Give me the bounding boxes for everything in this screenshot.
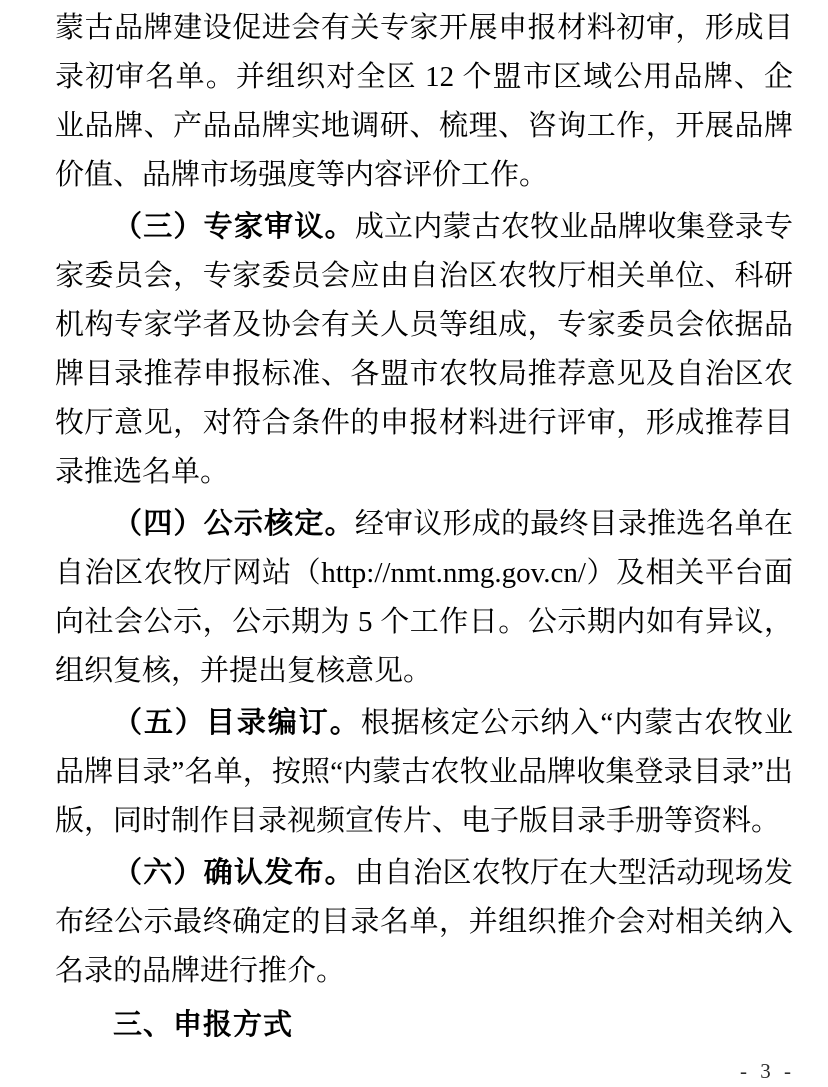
paragraph-text: 成立内蒙古农牧业品牌收集登录专家委员会，专家委员会应由自治区农牧厅相关单位、科研机构专家学者及协会有关人员等组成，专家委员会依据品牌目录推荐申报标准、各盟市农牧局推荐意见及自治区农牧厅意见，对符合条件的申报材料进行评审，形成推荐目录推选名单。 <box>55 211 793 488</box>
paragraph <box>55 203 793 497</box>
paragraph-text: 经审议形成的最终目录推选名单在自治区农牧厅网站（http://nmt.nmg.gov.cn/）及相关平台面向社会公示，公示期为 5 个工作日。公示期内如有异议，组织复核，并提出复核意见。 <box>55 508 793 687</box>
paragraph <box>55 849 793 996</box>
paragraph <box>55 500 793 696</box>
paragraph-lead: （五）目录编订。 <box>113 707 361 739</box>
paragraph-lead: （四）公示核定。 <box>113 508 355 540</box>
paragraph <box>55 4 793 200</box>
paragraph-text: 蒙古品牌建设促进会有关专家开展申报材料初审，形成目录初审名单。并组织对全区 12 个盟市区域公用品牌、企业品牌、产品品牌实地调研、梳理、咨询工作，开展品牌价值、品牌市场强度等内容评价工作。 <box>55 12 793 191</box>
paragraph-text: 由自治区农牧厅在大型活动现场发布经公示最终确定的目录名单，并组织推介会对相关纳入名录的品牌进行推介。 <box>55 857 793 987</box>
paragraph-text: 根据核定公示纳入“内蒙古农牧业品牌目录”名单，按照“内蒙古农牧业品牌收集登录目录”出版，同时制作目录视频宣传片、电子版目录手册等资料。 <box>55 707 793 837</box>
paragraph-lead: （六）确认发布。 <box>113 857 355 889</box>
page-number: - 3 - <box>740 1059 795 1083</box>
document-body <box>55 4 793 996</box>
paragraph-lead: （三）专家审议。 <box>113 211 355 243</box>
section-heading: 三、申报方式 <box>113 1009 294 1041</box>
paragraph <box>55 699 793 846</box>
